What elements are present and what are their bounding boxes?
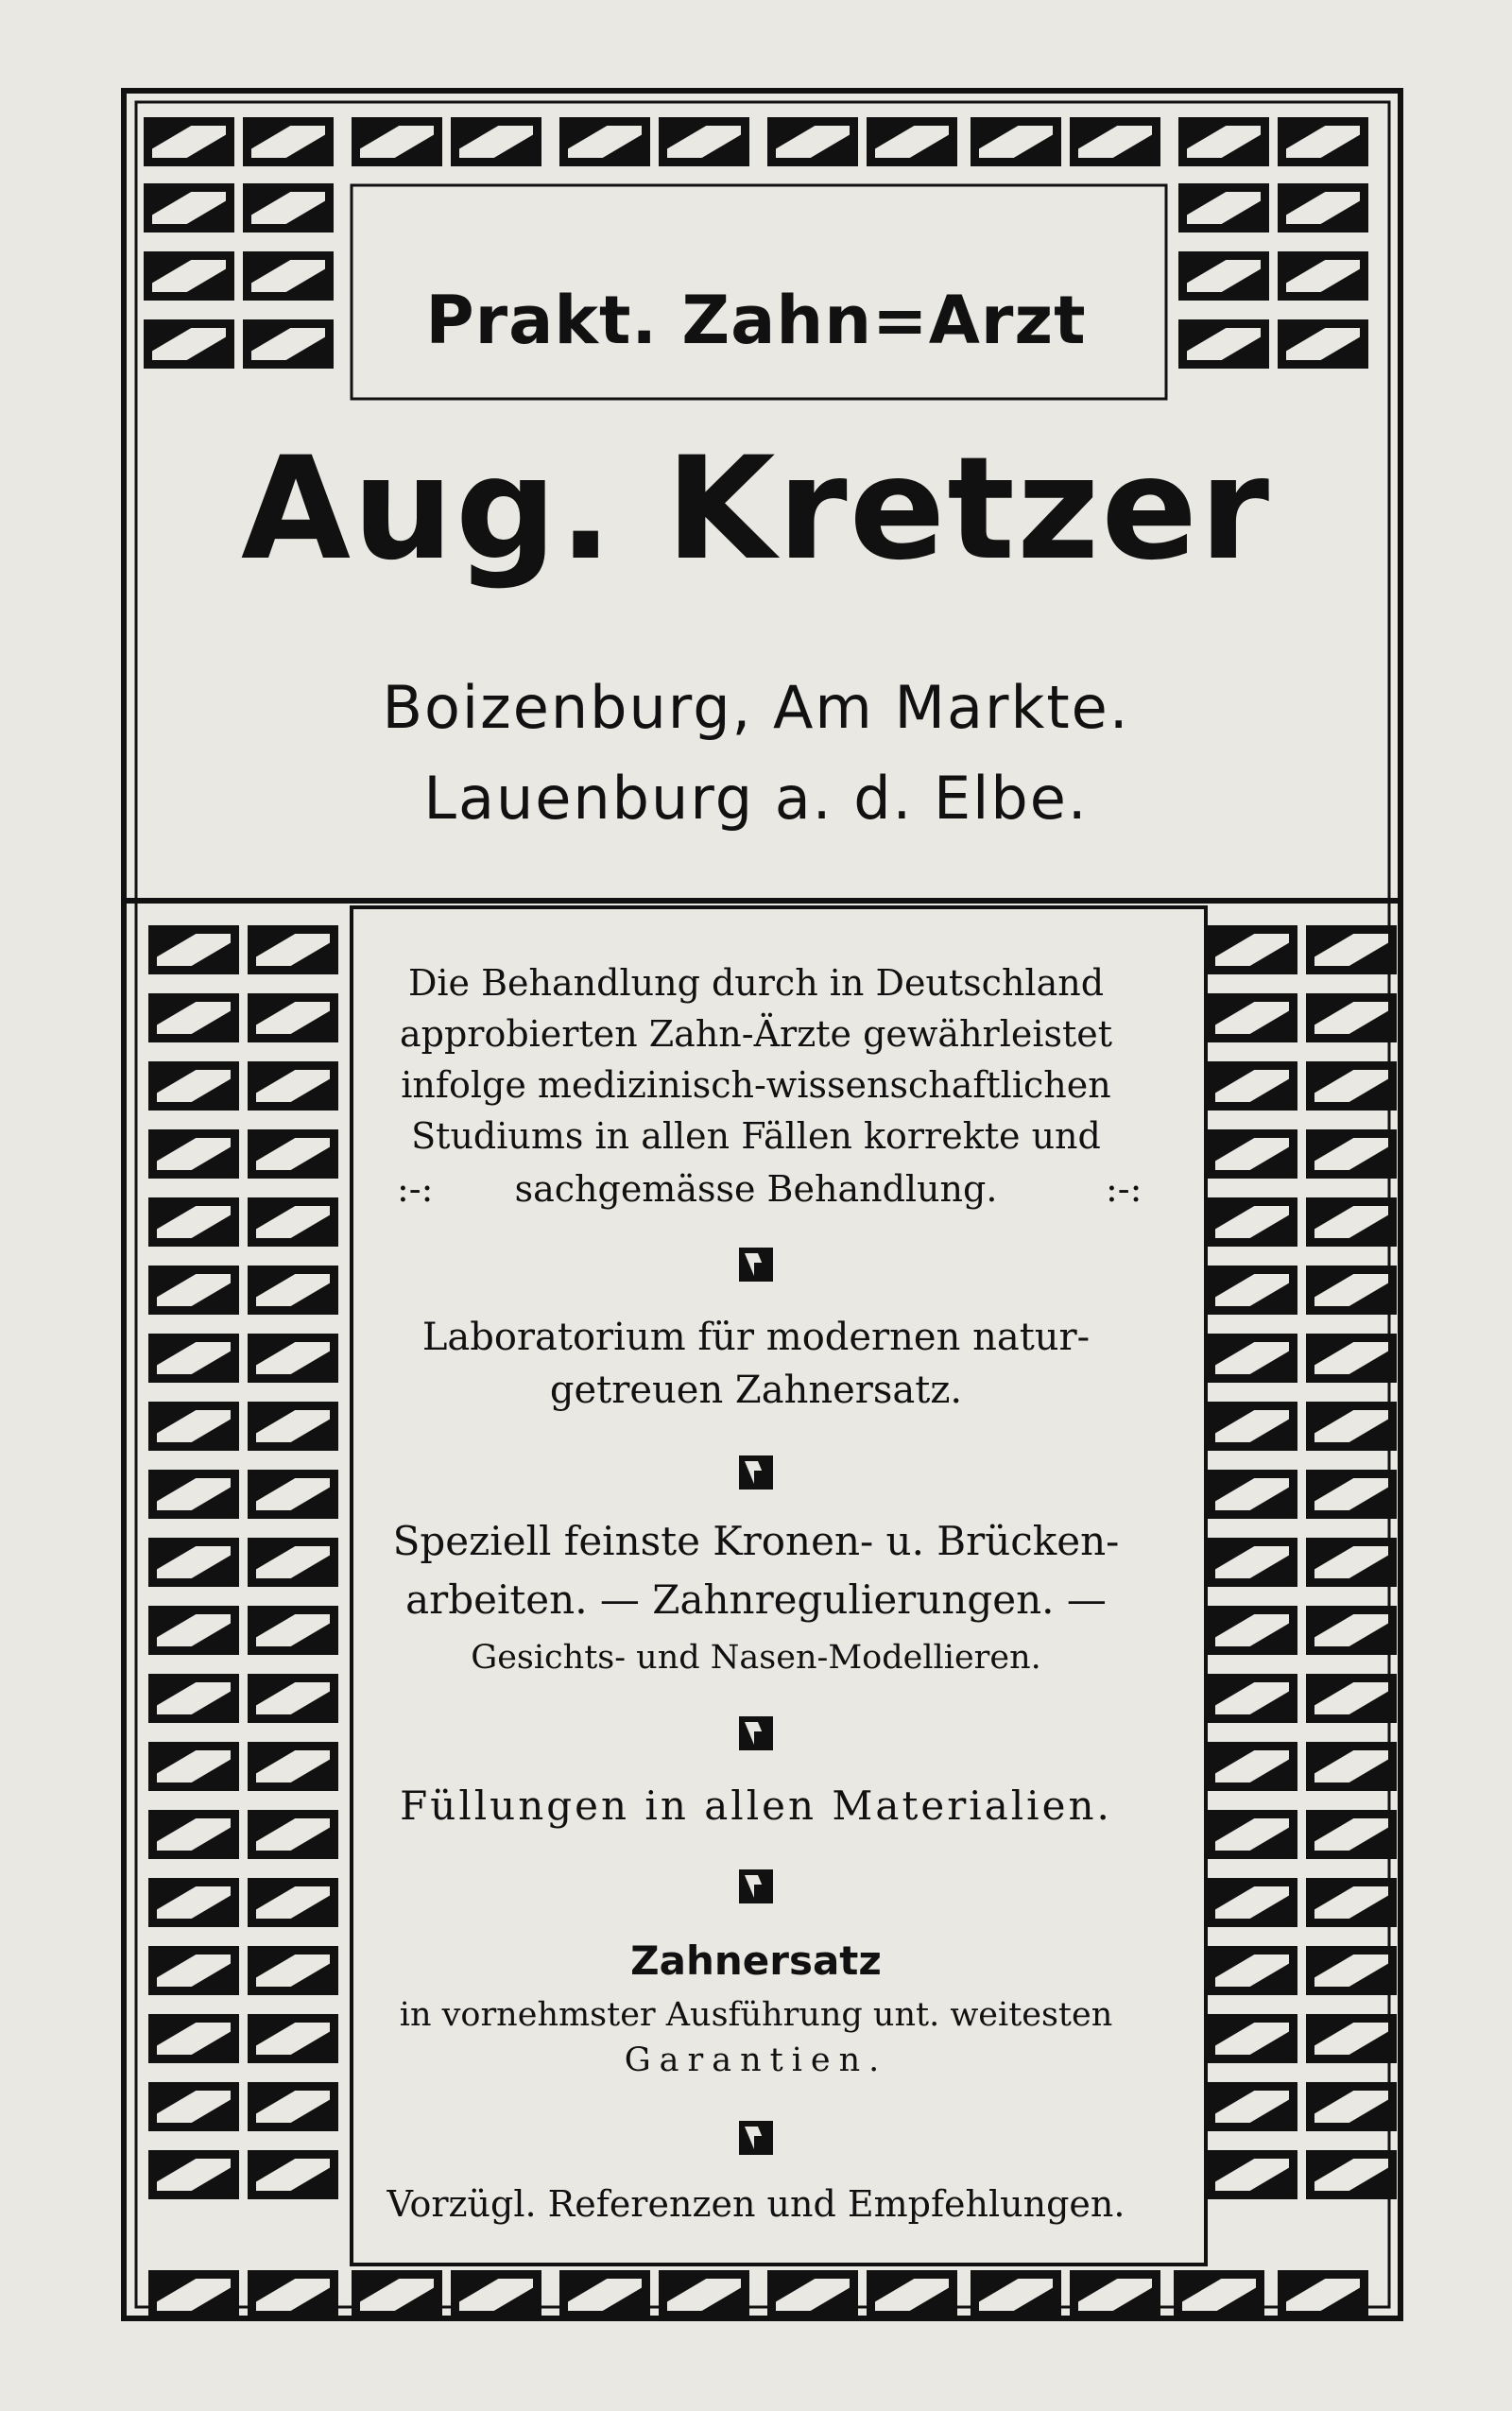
fillings-line: Füllungen in allen Materialien. — [400, 1782, 1112, 1829]
intro-line: approbierten Zahn-Ärzte gewährleistet — [399, 1013, 1113, 1055]
dentist-name: Aug. Kretzer — [240, 427, 1272, 592]
border-tile-ornament — [243, 117, 334, 166]
diamond-divider-icon — [737, 1454, 775, 1491]
intro-mark-left: :-: — [397, 1168, 434, 1210]
border-tile-ornament — [971, 117, 1061, 166]
border-tile-ornament — [1070, 2270, 1160, 2319]
title-prakt-zahnarzt: Prakt. Zahn=Arzt — [425, 282, 1087, 359]
border-tile-ornament — [767, 117, 858, 166]
border-tile-ornament — [1278, 2270, 1368, 2319]
border-tile-ornament — [144, 117, 234, 166]
border-tile-ornament — [1207, 1674, 1297, 1723]
border-tile-ornament — [1278, 183, 1368, 232]
border-tile-ornament — [767, 2270, 858, 2319]
border-tile-ornament — [148, 1266, 239, 1315]
border-tile-ornament — [248, 2082, 338, 2131]
address-lauenburg: Lauenburg a. d. Elbe. — [423, 764, 1089, 833]
special-line: arbeiten. — Zahnregulierungen. — — [405, 1576, 1107, 1623]
border-tile-ornament — [248, 1266, 338, 1315]
border-tile-ornament — [659, 117, 749, 166]
references-line: Vorzügl. Referenzen und Empfehlungen. — [387, 2183, 1125, 2225]
border-tile-ornament — [248, 2270, 338, 2319]
border-tile-ornament — [148, 2082, 239, 2131]
border-tile-ornament — [867, 117, 957, 166]
diamond-divider-icon — [737, 2119, 775, 2157]
border-tile-ornament — [148, 1674, 239, 1723]
border-tile-ornament — [451, 117, 541, 166]
border-tile-ornament — [248, 1878, 338, 1927]
border-tile-ornament — [1306, 2082, 1397, 2131]
intro-line: Studiums in allen Fällen korrekte und — [411, 1115, 1101, 1157]
address-boizenburg: Boizenburg, Am Markte. — [382, 673, 1130, 742]
diamond-divider-icon — [737, 1868, 775, 1905]
border-tile-ornament — [1178, 183, 1269, 232]
border-tile-ornament — [148, 1470, 239, 1519]
laboratory-line: Laboratorium für modernen natur- — [421, 1316, 1091, 1359]
border-tile-ornament — [1306, 1266, 1397, 1315]
border-tile-ornament — [352, 2270, 442, 2319]
border-tile-ornament — [144, 183, 234, 232]
border-tile-ornament — [971, 2270, 1061, 2319]
border-tile-ornament — [559, 117, 650, 166]
border-tile-ornament — [451, 2270, 541, 2319]
special-line: Speziell feinste Kronen- u. Brücken- — [392, 1518, 1120, 1564]
border-tile-ornament — [1070, 117, 1160, 166]
border-tile-ornament — [1178, 117, 1269, 166]
dentures-line: Garantien. — [624, 2041, 888, 2079]
border-tile-ornament — [1207, 1470, 1297, 1519]
border-tile-ornament — [1306, 1470, 1397, 1519]
border-tile-ornament — [243, 183, 334, 232]
border-tile-ornament — [248, 1674, 338, 1723]
border-tile-ornament — [1207, 1266, 1297, 1315]
border-tile-ornament — [148, 2270, 239, 2319]
border-tile-ornament — [1207, 1878, 1297, 1927]
laboratory-line: getreuen Zahnersatz. — [549, 1369, 963, 1412]
border-tile-ornament — [352, 117, 442, 166]
dentures-line: in vornehmster Ausführung unt. weitesten — [399, 1996, 1113, 2034]
intro-mark-right: :-: — [1106, 1168, 1143, 1210]
intro-line: infolge medizinisch-wissenschaftlichen — [401, 1064, 1111, 1106]
border-tile-ornament — [559, 2270, 650, 2319]
border-tile-ornament — [248, 1470, 338, 1519]
border-tile-ornament — [148, 1878, 239, 1927]
border-tile-ornament — [1174, 2270, 1264, 2319]
border-tile-ornament — [1278, 117, 1368, 166]
diamond-divider-icon — [737, 1714, 775, 1752]
border-tile-ornament — [1306, 1674, 1397, 1723]
special-line: Gesichts- und Nasen-Modellieren. — [471, 1639, 1041, 1677]
dentures-heading: Zahnersatz — [630, 1937, 882, 1984]
intro-line: Die Behandlung durch in Deutschland — [407, 962, 1105, 1004]
border-tile-ornament — [867, 2270, 957, 2319]
diamond-divider-icon — [737, 1246, 775, 1283]
intro-line: sachgemässe Behandlung. — [514, 1168, 998, 1210]
border-tile-ornament — [1207, 2082, 1297, 2131]
border-tile-ornament — [1306, 1878, 1397, 1927]
border-tile-ornament — [659, 2270, 749, 2319]
